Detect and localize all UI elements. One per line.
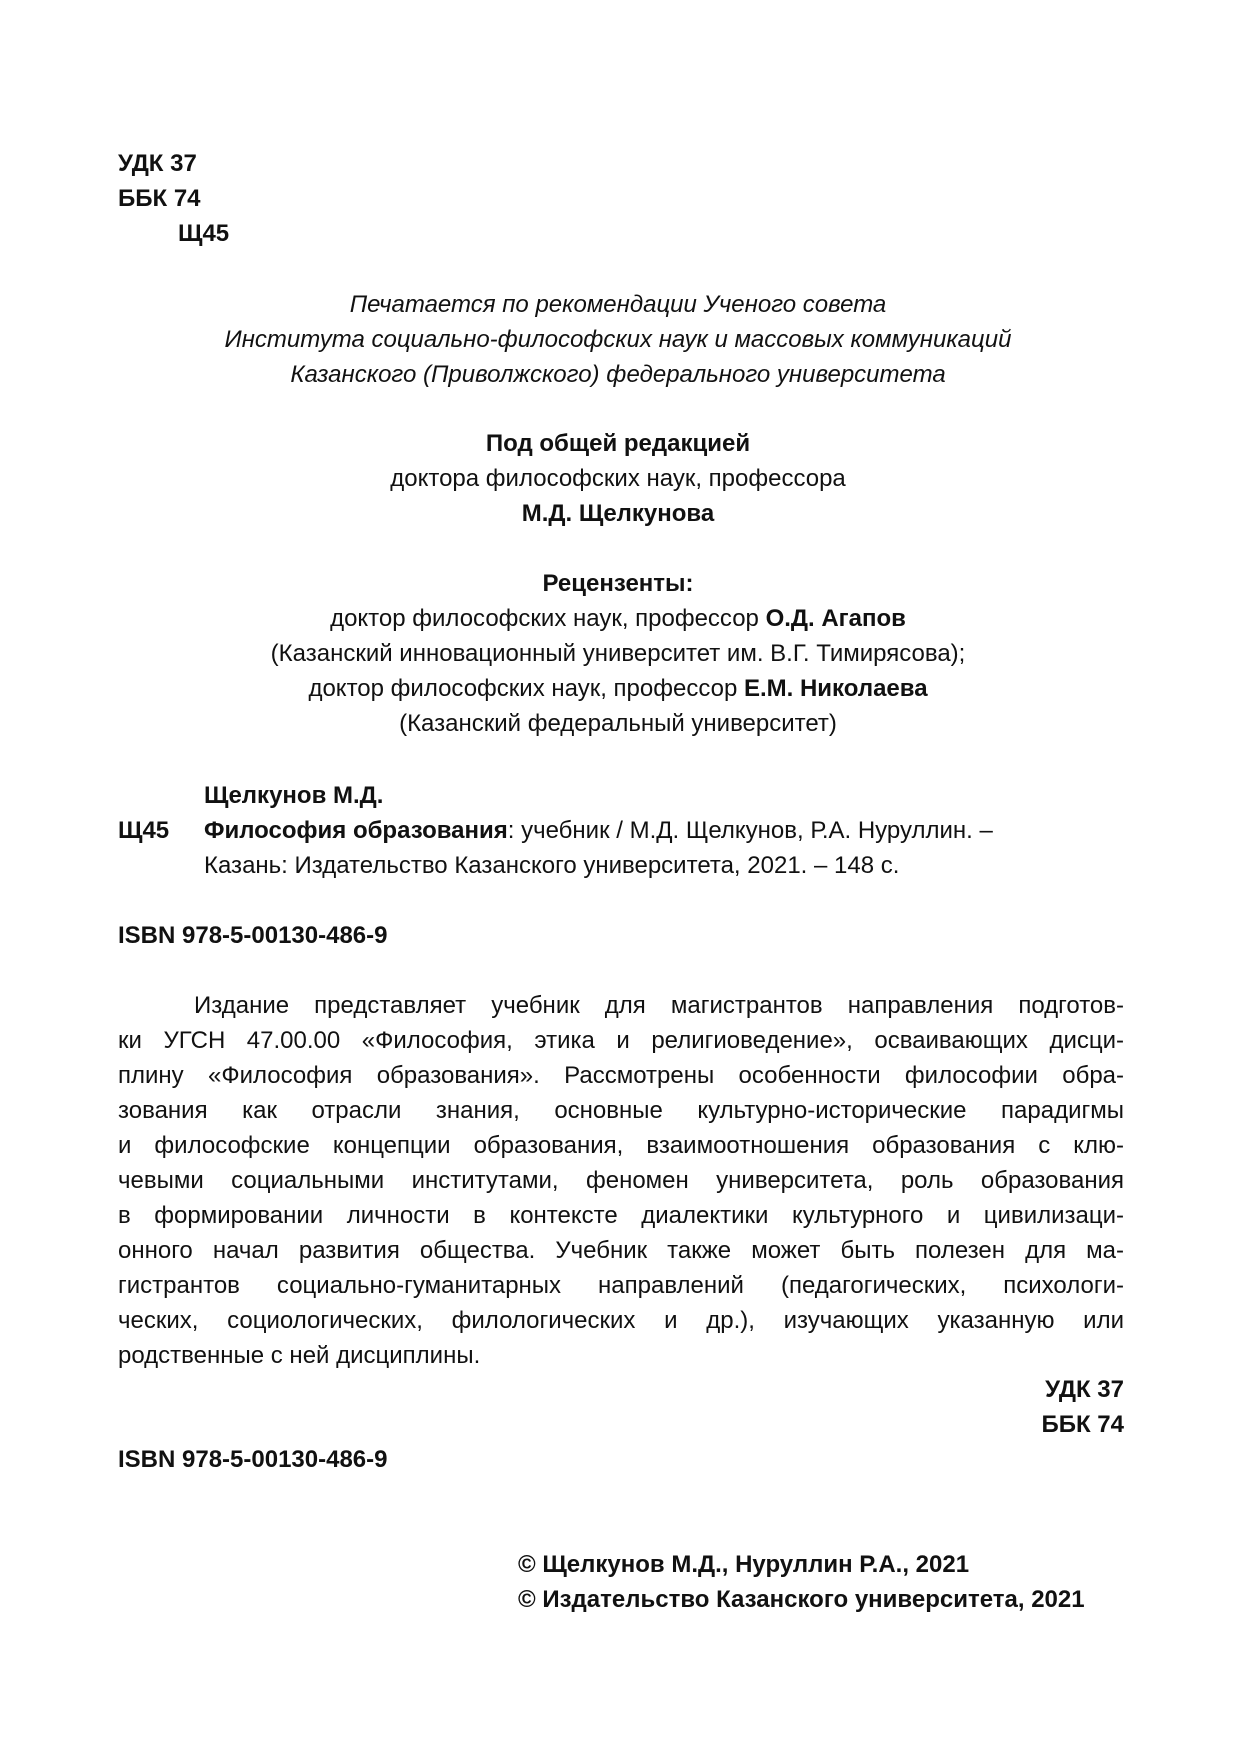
udk-code: УДК 37 <box>1045 1376 1124 1403</box>
biblio-title: Философия образования <box>204 817 508 844</box>
reviewer-name: О.Д. Агапов <box>765 605 906 632</box>
annotation-line: зования как отрасли знания, основные культурно-исторические парадигмы <box>118 1097 1124 1124</box>
bibliographic-record <box>118 778 1128 883</box>
biblio-author: Щелкунов М.Д. <box>204 782 384 809</box>
reviewers-heading: Рецензенты: <box>542 570 694 597</box>
reviewer-name: Е.М. Николаева <box>743 675 928 702</box>
recommendation-line: Казанского (Приволжского) федерального университета <box>290 361 946 388</box>
annotation-line: онного начал развития общества. Учебник также может быть полезен для ма- <box>118 1237 1124 1264</box>
isbn: ISBN 978-5-00130-486-9 <box>118 922 388 949</box>
classification-codes-right <box>900 1372 1124 1442</box>
classification-codes <box>118 146 229 251</box>
annotation-line: в формировании личности в контексте диалектики культурного и цивилизаци- <box>118 1202 1124 1229</box>
reviewer-line <box>118 601 1118 636</box>
biblio-mark: Щ45 <box>118 817 170 844</box>
editorial-block <box>118 426 1118 531</box>
reviewer-line <box>118 671 1118 706</box>
isbn: ISBN 978-5-00130-486-9 <box>118 1446 388 1473</box>
copyright-publisher: © Издательство Казанского университета, 2021 <box>518 1586 1085 1613</box>
annotation-line: Издание представляет учебник для магистрантов направления подготов- <box>194 992 1124 1019</box>
annotation-line: гистрантов социально-гуманитарных направлений (педагогических, психологи- <box>118 1272 1124 1299</box>
annotation-line: чевыми социальными институтами, феномен университета, роль образования <box>118 1167 1124 1194</box>
editor-degree: доктора философских наук, профессора <box>390 465 846 492</box>
reviewer-affiliation: (Казанский инновационный университет им. В.Г. Тимирясова); <box>270 640 966 667</box>
publication-recommendation <box>118 287 1118 392</box>
reviewer-affiliation: (Казанский федеральный университет) <box>399 710 837 737</box>
bbk-code: ББК 74 <box>118 185 201 212</box>
copyright-authors: © Щелкунов М.Д., Нуруллин Р.А., 2021 <box>518 1551 970 1578</box>
author-mark: Щ45 <box>178 220 230 247</box>
biblio-imprint: Казань: Издательство Казанского университета, 2021. – 148 с. <box>204 852 900 879</box>
annotation-line: и философские концепции образования, взаимоотношения образования с клю- <box>118 1132 1124 1159</box>
reviewers-block <box>118 566 1118 741</box>
annotation-line: ческих, социологических, филологических и др.), изучающих указанную или <box>118 1307 1124 1334</box>
annotation-line: плину «Философия образования». Рассмотрены особенности философии обра- <box>118 1062 1124 1089</box>
copyright-block <box>518 1547 1085 1617</box>
recommendation-line: Института социально-философских наук и массовых коммуникаций <box>224 326 1012 353</box>
annotation-line: ки УГСН 47.00.00 «Философия, этика и религиоведение», осваивающих дисци- <box>118 1027 1124 1054</box>
reviewer-degree: доктор философских наук, профессор <box>330 605 766 632</box>
reviewer-degree: доктор философских наук, профессор <box>308 675 744 702</box>
editor-name: М.Д. Щелкунова <box>521 500 715 527</box>
biblio-description: : учебник / М.Д. Щелкунов, Р.А. Нуруллин. – <box>507 817 993 844</box>
annotation-line: родственные с ней дисциплины. <box>118 1342 481 1369</box>
recommendation-line: Печатается по рекомендации Ученого совета <box>349 291 887 318</box>
udk-code: УДК 37 <box>118 150 197 177</box>
annotation <box>118 988 1124 1373</box>
bbk-code: ББК 74 <box>1041 1411 1124 1438</box>
editorial-heading: Под общей редакцией <box>485 430 751 457</box>
